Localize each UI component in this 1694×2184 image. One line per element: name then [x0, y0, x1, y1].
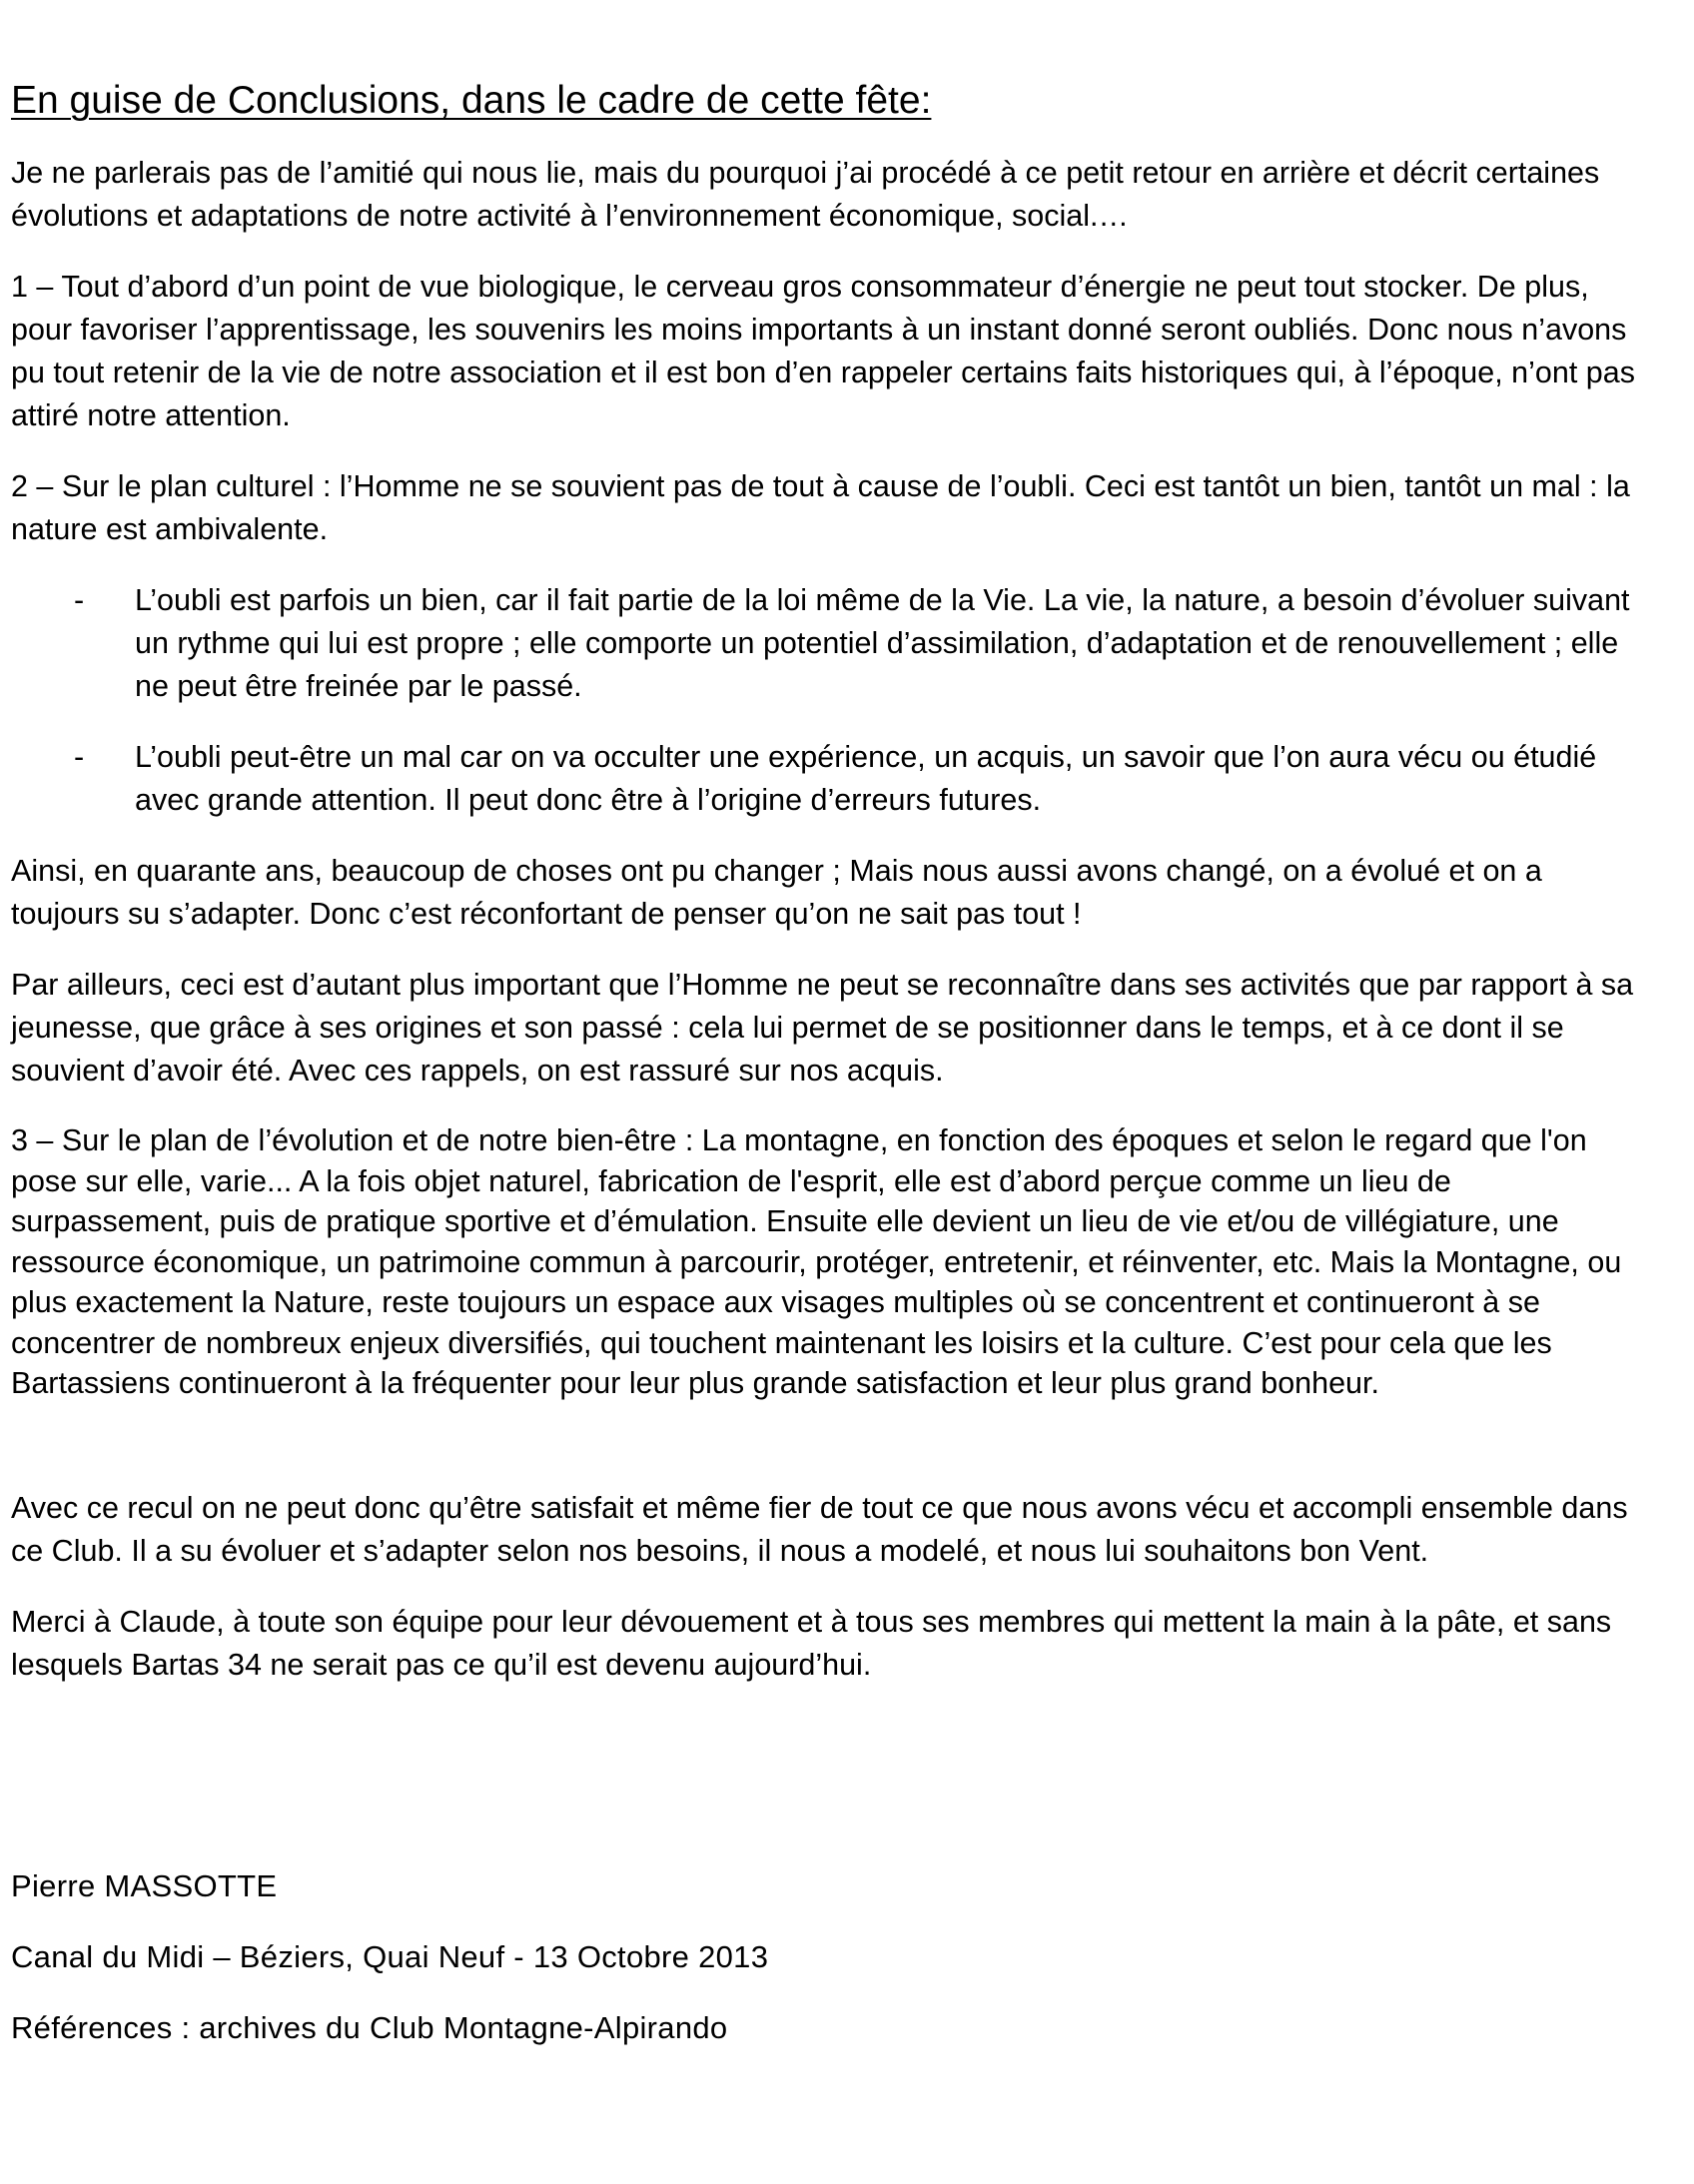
- bullet-marker: -: [74, 583, 85, 617]
- spacer: [11, 1432, 1654, 1487]
- spacer: [11, 1715, 1654, 1864]
- signature-name: Pierre MASSOTTE: [11, 1867, 278, 1903]
- paragraph-cultural: 2 – Sur le plan culturel : l’Homme ne se souvient pas de tout à cause de l’oubli. Ceci est tantôt un bien, tantôt un mal : la nature est ambivalente.: [11, 469, 1630, 546]
- paragraph-evolution: 3 – Sur le plan de l’évolution et de notre bien-être : La montagne, en fonction des époques et selon le regard que l'on pose sur elle, varie... A la fois objet naturel, fabrication de l'esprit, elle est d’abord perçue comme un lieu de surpassement, puis de pratique sportive et d’émulation. Ensuite elle devient un lieu de vie et/ou de villégiature, une ressource économique, un patrimoine commun à parcourir, protéger, entretenir, et réinventer, etc. Mais la Montagne, ou plus exactement la Nature, reste toujours un espace aux visages multiples où se concentrent et continueront à se concentrer de nombreux enjeux diversifiés, qui touchent maintenant les loisirs et la culture. C’est pour cela que les Bartassiens continueront à la fréquenter pour leur plus grande satisfaction et leur plus grand bonheur.: [11, 1123, 1622, 1400]
- paragraph-elsewhere: Par ailleurs, ceci est d’autant plus important que l’Homme ne peut se reconnaître dans ses activités que par rapport à sa jeunesse, que grâce à ses origines et son passé : cela lui permet de se positionner dans le temps, et à ce dont il se souvient d’avoir été. Avec ces rappels, on est rassuré sur nos acquis.: [11, 968, 1634, 1088]
- paragraph-forty-years: Ainsi, en quarante ans, beaucoup de choses ont pu changer ; Mais nous aussi avons changé, on a évolué et on a toujours su s’adapter. Donc c’est réconfortant de penser qu’on ne sait pas tout !: [11, 854, 1542, 931]
- signature-place-date: Canal du Midi – Béziers, Quai Neuf - 13 Octobre 2013: [11, 1938, 769, 1974]
- bullet-marker: -: [74, 740, 85, 774]
- paragraph-biological: 1 – Tout d’abord d’un point de vue biologique, le cerveau gros consommateur d’énergie ne peut tout stocker. De plus, pour favoriser l’apprentissage, les souvenirs les moins importants à un instant donné seront oubliés. Donc nous n’avons pu tout retenir de la vie de notre association et il est bon d’en rappeler certains faits historiques qui, à l’époque, n’ont pas attiré notre attention.: [11, 270, 1635, 432]
- bullet-text: L’oubli est parfois un bien, car il fait partie de la loi même de la Vie. La vie, la nature, a besoin d’évoluer suivant un rythme qui lui est propre ; elle comporte un potentiel d’assimilation, d’adaptation et de renouvellement ; elle ne peut être freinée par le passé.: [135, 583, 1630, 703]
- paragraph-intro: Je ne parlerais pas de l’amitié qui nous lie, mais du pourquoi j’ai procédé à ce petit retour en arrière et décrit certaines évolutions et adaptations de notre activité à l’environnement économique, social.…: [11, 156, 1600, 233]
- bullet-list: [11, 579, 1654, 822]
- paragraph-hindsight: Avec ce recul on ne peut donc qu’être satisfait et même fier de tout ce que nous avons vécu et accompli ensemble dans ce Club. Il a su évoluer et s’adapter selon nos besoins, il nous a modelé, et nous lui souhaitons bon Vent.: [11, 1490, 1628, 1568]
- document-title: En guise de Conclusions, dans le cadre de cette fête:: [11, 79, 932, 122]
- list-item: [11, 736, 1654, 822]
- list-item: [11, 579, 1654, 708]
- paragraph-thanks: Merci à Claude, à toute son équipe pour leur dévouement et à tous ses membres qui mettent la main à la pâte, et sans lesquels Bartas 34 ne serait pas ce qu’il est devenu aujourd’hui.: [11, 1604, 1612, 1682]
- signature-references: Références : archives du Club Montagne-Alpirando: [11, 2009, 728, 2045]
- bullet-text: L’oubli peut-être un mal car on va occulter une expérience, un acquis, un savoir que l’on aura vécu ou étudié avec grande attention. Il peut donc être à l’origine d’erreurs futures.: [135, 740, 1597, 817]
